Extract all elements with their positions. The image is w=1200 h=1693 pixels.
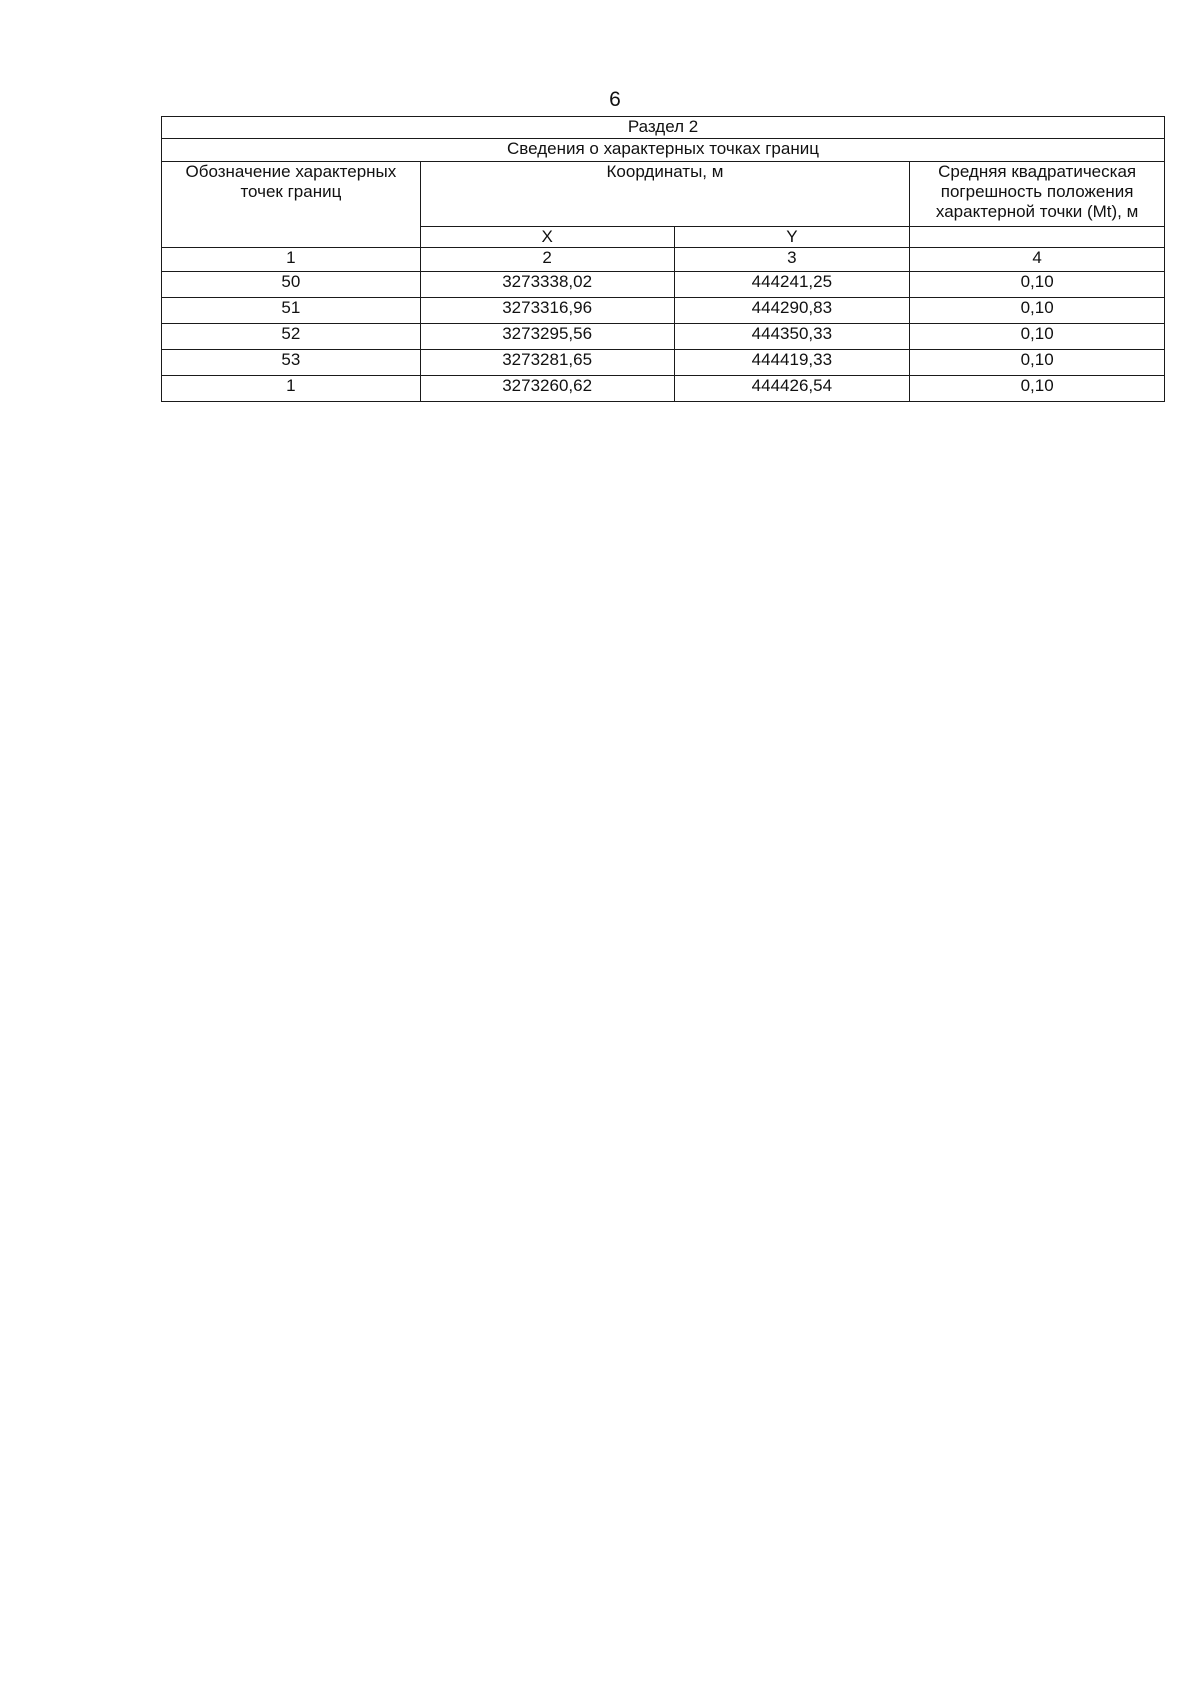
column-number: 1 bbox=[162, 248, 421, 272]
point-cell: 52 bbox=[162, 324, 421, 350]
column-number: 4 bbox=[910, 248, 1165, 272]
y-cell: 444426,54 bbox=[674, 376, 910, 402]
header-error-empty bbox=[910, 227, 1165, 248]
table-row bbox=[162, 350, 1165, 376]
y-cell: 444241,25 bbox=[674, 272, 910, 298]
table-row bbox=[162, 298, 1165, 324]
header-error: Средняя квадратическая погрешность положения характерной точки (Mt), м bbox=[910, 162, 1165, 227]
header-point: Обозначение характерных точек границ bbox=[162, 162, 421, 248]
table-title: Сведения о характерных точках границ bbox=[162, 139, 1165, 162]
point-cell: 53 bbox=[162, 350, 421, 376]
header-x: X bbox=[420, 227, 674, 248]
section-row bbox=[162, 117, 1165, 139]
point-cell: 51 bbox=[162, 298, 421, 324]
boundary-points-table bbox=[161, 116, 1165, 402]
column-numbers-row bbox=[162, 248, 1165, 272]
mt-cell: 0,10 bbox=[910, 376, 1165, 402]
table-row bbox=[162, 376, 1165, 402]
point-cell: 50 bbox=[162, 272, 421, 298]
mt-cell: 0,10 bbox=[910, 272, 1165, 298]
header-coordinates: Координаты, м bbox=[420, 162, 909, 227]
y-cell: 444350,33 bbox=[674, 324, 910, 350]
column-number: 2 bbox=[420, 248, 674, 272]
x-cell: 3273338,02 bbox=[420, 272, 674, 298]
mt-cell: 0,10 bbox=[910, 298, 1165, 324]
y-cell: 444290,83 bbox=[674, 298, 910, 324]
table-row bbox=[162, 324, 1165, 350]
section-title: Раздел 2 bbox=[162, 117, 1165, 139]
point-cell: 1 bbox=[162, 376, 421, 402]
header-row bbox=[162, 162, 1165, 227]
header-y: Y bbox=[674, 227, 910, 248]
column-number: 3 bbox=[674, 248, 910, 272]
y-cell: 444419,33 bbox=[674, 350, 910, 376]
x-cell: 3273260,62 bbox=[420, 376, 674, 402]
mt-cell: 0,10 bbox=[910, 324, 1165, 350]
mt-cell: 0,10 bbox=[910, 350, 1165, 376]
x-cell: 3273316,96 bbox=[420, 298, 674, 324]
table-title-row bbox=[162, 139, 1165, 162]
x-cell: 3273295,56 bbox=[420, 324, 674, 350]
page-number: 6 bbox=[609, 88, 621, 111]
x-cell: 3273281,65 bbox=[420, 350, 674, 376]
table-row bbox=[162, 272, 1165, 298]
